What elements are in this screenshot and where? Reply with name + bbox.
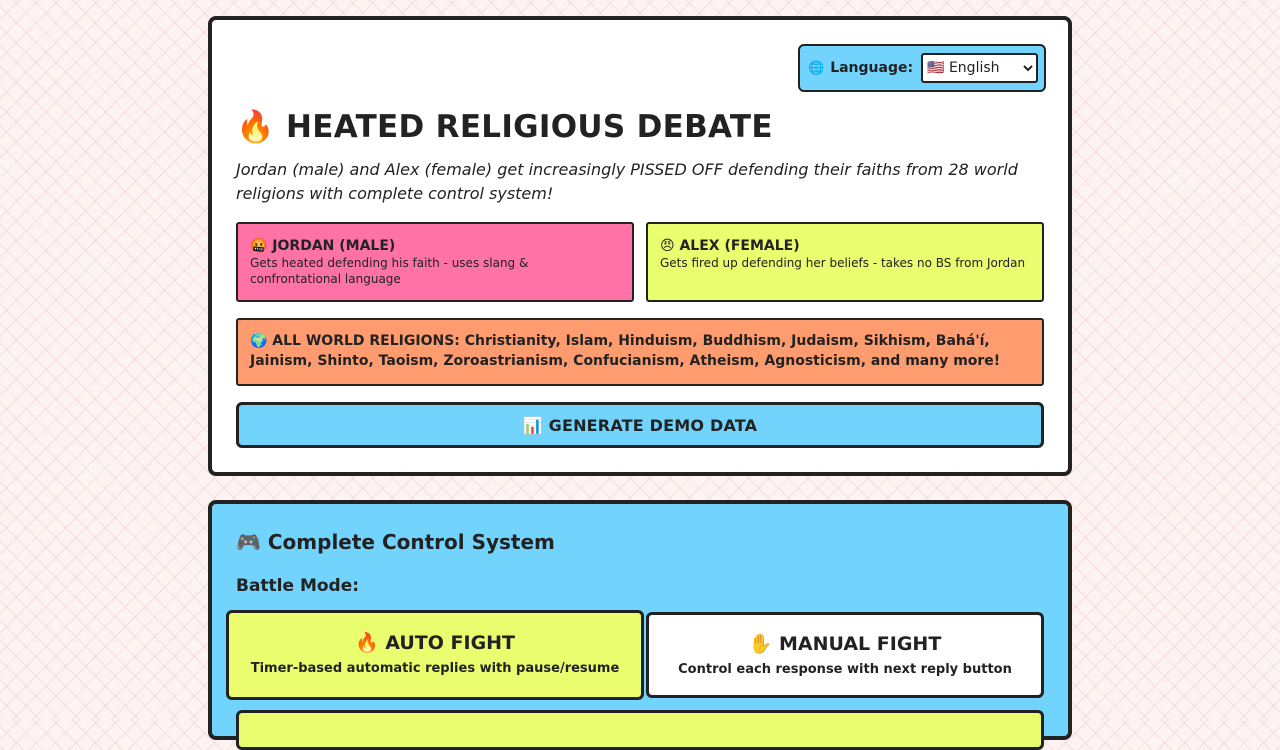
- language-select[interactable]: [921, 53, 1038, 83]
- language-label: Language:: [830, 60, 914, 76]
- auto-fight-title: 🔥 AUTO FIGHT: [354, 632, 516, 654]
- manual-fight-description: Control each response with next reply button: [678, 662, 1012, 677]
- generate-demo-data-button[interactable]: 📊 GENERATE DEMO DATA: [236, 402, 1044, 448]
- character-card-alex: [646, 222, 1044, 302]
- control-system-title: 🎮 Complete Control System: [236, 530, 555, 554]
- page-subtitle: Jordan (male) and Alex (female) get increasingly PISSED OFF defending their faiths from 28 world religions with complete control system!: [236, 160, 1018, 203]
- character-card-jordan: [236, 222, 634, 302]
- auto-fight-button[interactable]: [226, 610, 644, 700]
- control-panel-next-section: [236, 710, 1044, 750]
- battle-mode-label: Battle Mode:: [236, 576, 360, 596]
- debate-header-card: [208, 16, 1072, 476]
- character-name-jordan: 🤬 JORDAN (MALE): [250, 238, 396, 254]
- manual-fight-title: ✋ MANUAL FIGHT: [748, 633, 942, 655]
- manual-fight-button[interactable]: [646, 612, 1044, 698]
- character-desc-jordan: Gets heated defending his faith - uses slang & confrontational language: [250, 256, 529, 286]
- auto-fight-description: Timer-based automatic replies with pause/resume: [250, 661, 620, 676]
- religions-banner: 🌍 ALL WORLD RELIGIONS: Christianity, Islam, Hinduism, Buddhism, Judaism, Sikhism, Bahá'í, Jainism, Shinto, Taoism, Zoroastrianism, Confucianism, Atheism, Agnosticism, and many more!: [236, 318, 1044, 386]
- globe-icon: 🌐: [808, 60, 825, 76]
- control-system-card: [208, 500, 1072, 740]
- character-desc-alex: Gets fired up defending her beliefs - takes no BS from Jordan: [660, 256, 1026, 270]
- language-selector-box: [798, 44, 1046, 92]
- page-title: 🔥 HEATED RELIGIOUS DEBATE: [236, 109, 773, 145]
- character-name-alex: 😠 ALEX (FEMALE): [660, 238, 800, 254]
